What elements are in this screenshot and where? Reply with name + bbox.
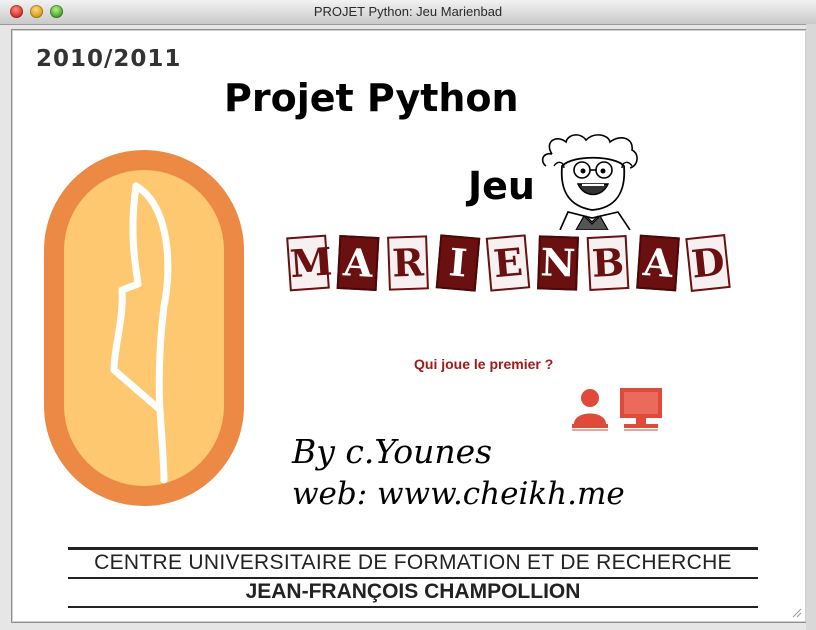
game-canvas [11,29,807,623]
resize-grip-icon[interactable] [790,606,802,618]
computer-icon [620,388,662,431]
tile-letter: B [587,235,630,291]
author-website: web: www.cheikh.me [292,476,625,512]
tile-letter: R [387,235,429,290]
divider [68,577,758,579]
page-title: Projet Python [224,76,519,120]
divider [68,606,758,608]
title-bar[interactable] [0,0,816,25]
institution-name-line2: JEAN-FRANÇOIS CHAMPOLLION [245,580,581,603]
tile-letter: A [636,235,680,292]
tile-letter: M [286,235,330,292]
tile-letter: D [685,234,730,292]
tile-letter: I [436,234,481,291]
quill-logo-icon [42,148,246,508]
first-player-prompt: Qui joue le premier ? [414,356,554,372]
institution-name-line1: CENTRE UNIVERSITAIRE DE FORMATION ET DE RECHERCHE [94,551,732,574]
academic-year: 2010/2011 [36,46,182,72]
computer-first-button[interactable] [618,386,664,432]
tile-letter: E [486,234,531,291]
window-title: PROJET Python: Jeu Marienbad [313,4,503,19]
person-icon [572,389,608,431]
player-first-button[interactable] [568,386,612,432]
tile-letter: A [337,235,380,291]
subtitle: Jeu [468,164,535,208]
window-edge [806,24,816,630]
tile-letter: N [537,235,579,290]
professor-cartoon-icon [540,132,652,230]
game-name-banner [288,236,758,300]
divider [68,547,758,550]
author-credit: By c.Younes [292,432,493,471]
